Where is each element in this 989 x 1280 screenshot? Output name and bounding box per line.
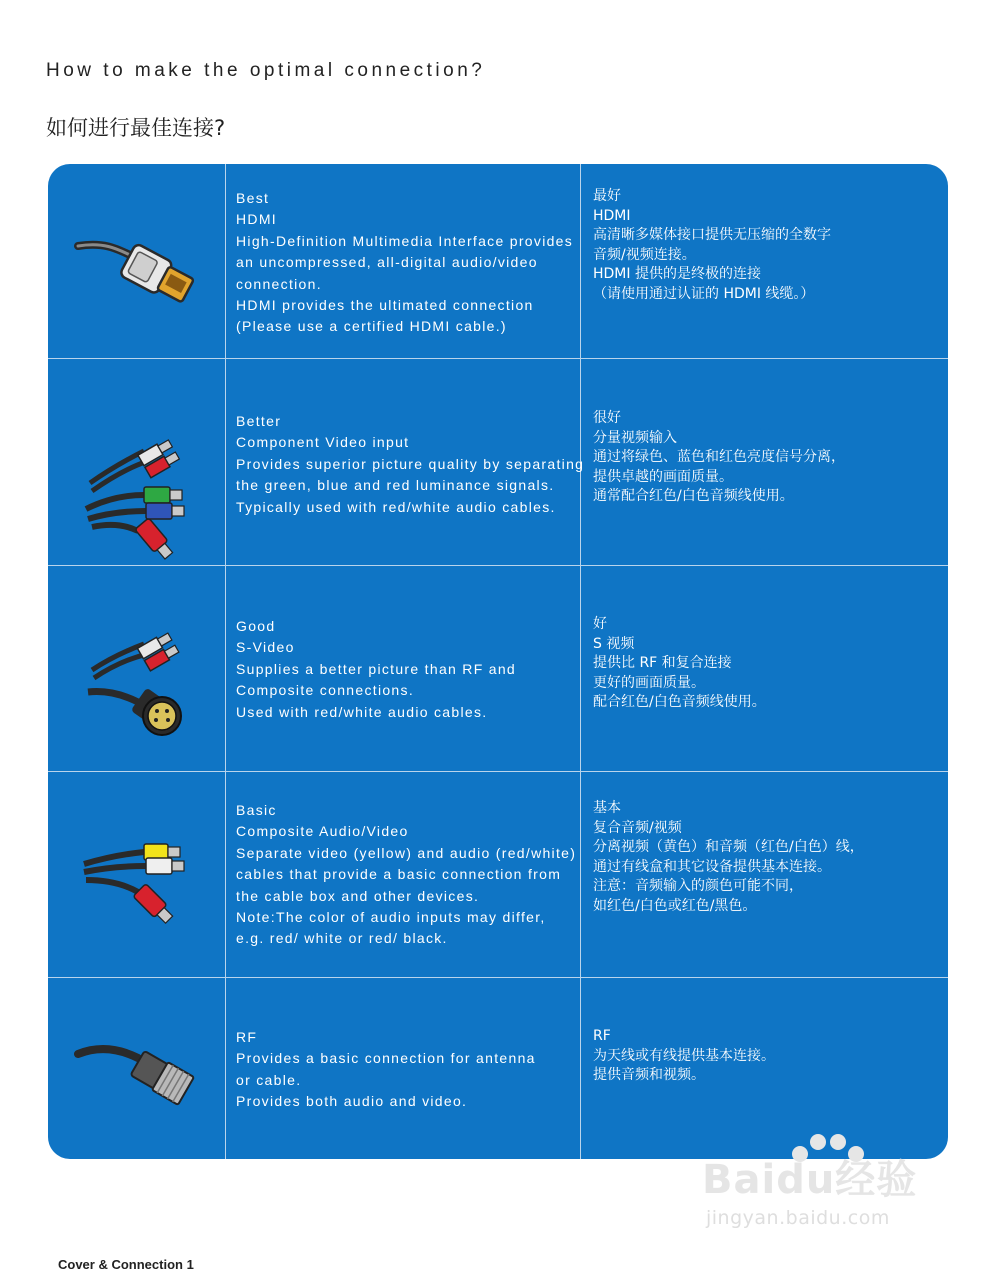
watermark-url: jingyan.baidu.com — [706, 1207, 890, 1229]
text-line: e.g. red/ white or red/ black. — [236, 930, 448, 947]
text-line: cables that provide a basic connection from — [236, 866, 562, 883]
row-label: Best — [236, 190, 270, 206]
connection-name: Composite Audio/Video — [236, 823, 409, 840]
text-line: (Please use a certified HDMI cable.) — [236, 318, 507, 335]
description-zh — [581, 164, 948, 358]
text-line: the green, blue and red luminance signals. — [236, 477, 555, 494]
icon-cell — [48, 164, 226, 358]
description-zh-text — [593, 615, 944, 713]
connection-name: HDMI — [593, 207, 631, 224]
connection-name: Component Video input — [236, 434, 410, 451]
row-label: RF — [236, 1029, 258, 1045]
watermark-text: Baidu经验 — [702, 1157, 918, 1203]
baidu-watermark — [700, 1130, 940, 1245]
text-line: Used with red/white audio cables. — [236, 703, 488, 720]
text-line: 提供音频和视频。 — [593, 1067, 705, 1083]
description-en-text — [236, 188, 576, 338]
hdmi-cable-icon — [48, 164, 225, 359]
text-line: （请使用通过认证的 HDMI 线缆。） — [593, 285, 815, 302]
row-label: 很好 — [593, 410, 621, 426]
table-row-best — [48, 164, 948, 359]
text-line: the cable box and other devices. — [236, 887, 480, 904]
text-line: 如红色/白色或红色/黑色。 — [593, 897, 757, 914]
description-zh — [581, 566, 948, 771]
description-en — [226, 772, 581, 977]
table-row-better — [48, 359, 948, 566]
description-zh — [581, 772, 948, 977]
connection-table — [48, 164, 948, 1159]
connection-name: S 视频 — [593, 635, 635, 652]
description-en-text — [236, 1027, 576, 1113]
text-line: 音频/视频连接。 — [593, 246, 696, 263]
connection-name: HDMI — [236, 211, 277, 228]
text-line: HDMI 提供的是终极的连接 — [593, 266, 761, 282]
connection-name: 分量视频输入 — [593, 429, 677, 446]
table-row-good — [48, 566, 948, 772]
text-line: 通过有线盒和其它设备提供基本连接。 — [593, 858, 831, 875]
component-video-cable-icon — [48, 359, 225, 566]
description-zh — [581, 359, 948, 565]
text-line: Supplies a better picture than RF and — [236, 660, 517, 677]
text-line: High-Definition Multimedia Interface provides — [236, 232, 574, 249]
text-line: 配合红色/白色音频线使用。 — [593, 694, 766, 710]
text-line: Provides both audio and video. — [236, 1093, 468, 1110]
connection-name: 复合音频/视频 — [593, 819, 682, 836]
connection-name: S-Video — [236, 639, 295, 656]
description-en-text — [236, 411, 585, 518]
text-line: 分离视频（黄色）和音频（红色/白色）线， — [593, 839, 864, 855]
text-line: 高清晰多媒体接口提供无压缩的全数字 — [593, 227, 831, 243]
text-line: 为天线或有线提供基本连接。 — [593, 1047, 775, 1064]
row-label: Basic — [236, 802, 277, 818]
table-row-basic — [48, 772, 948, 978]
text-line: or cable. — [236, 1071, 302, 1088]
description-zh-text — [593, 409, 944, 507]
icon-cell — [48, 566, 226, 771]
text-line: connection. — [236, 275, 322, 292]
s-video-cable-icon — [48, 566, 225, 772]
text-line: 通常配合红色/白色音频线使用。 — [593, 488, 794, 504]
description-en — [226, 359, 585, 565]
rf-coax-cable-icon — [48, 978, 225, 1159]
text-line: 提供比 RF 和复合连接 — [593, 655, 732, 671]
text-line: Separate video (yellow) and audio (red/white) — [236, 844, 577, 861]
icon-cell — [48, 772, 226, 977]
row-label: Better — [236, 413, 282, 429]
row-label: RF — [593, 1028, 611, 1044]
description-en — [226, 566, 581, 771]
row-label: 基本 — [593, 800, 621, 816]
text-line: Typically used with red/white audio cables. — [236, 498, 556, 515]
text-line: 注意：音频输入的颜色可能不同， — [593, 878, 803, 894]
row-label: Good — [236, 618, 276, 634]
footer-label: Cover & Connection 1 — [58, 1257, 194, 1272]
description-zh-text — [593, 187, 944, 304]
icon-cell — [48, 359, 226, 565]
text-line: Composite connections. — [236, 682, 415, 699]
icon-cell — [48, 978, 226, 1159]
description-zh-text — [593, 799, 944, 916]
text-line: an uncompressed, all-digital audio/video — [236, 254, 538, 271]
row-label: 最好 — [593, 188, 621, 204]
row-label: 好 — [593, 616, 607, 632]
page-title-en: How to make the optimal connection? — [46, 60, 486, 81]
text-line: HDMI provides the ultimated connection — [236, 297, 534, 314]
description-en-text — [236, 616, 576, 723]
description-zh-text — [593, 1027, 944, 1086]
description-en — [226, 978, 581, 1159]
text-line: 通过将绿色、蓝色和红色亮度信号分离， — [593, 449, 845, 465]
text-line: 更好的画面质量。 — [593, 674, 705, 691]
text-line: 提供卓越的画面质量。 — [593, 468, 733, 485]
description-en-text — [236, 800, 576, 950]
page-title-zh: 如何进行最佳连接? — [46, 116, 226, 140]
description-en — [226, 164, 581, 358]
text-line: Provides superior picture quality by separating — [236, 455, 585, 472]
text-line: Note:The color of audio inputs may differ, — [236, 909, 546, 926]
text-line: Provides a basic connection for antenna — [236, 1050, 536, 1067]
composite-av-cable-icon — [48, 772, 225, 978]
